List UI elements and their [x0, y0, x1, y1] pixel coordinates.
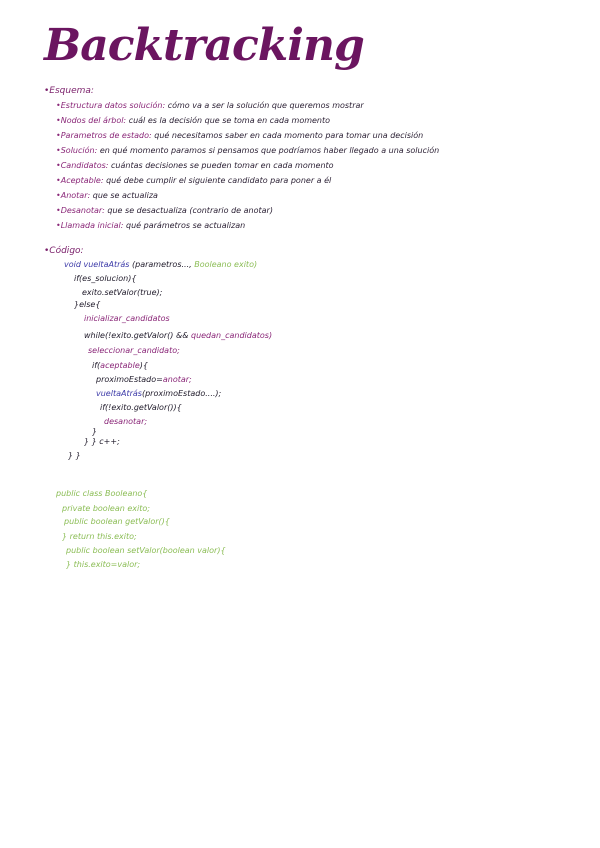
term: •Solución: — [56, 146, 98, 155]
code-line — [64, 260, 257, 269]
next-state: proximoEstado= — [96, 375, 163, 384]
function-params: (parametros..., — [132, 260, 192, 269]
list-item — [56, 116, 330, 125]
term: •Llamada inicial: — [56, 221, 124, 230]
definition: qué parámetros se actualizan — [126, 221, 246, 230]
code-line: desanotar; — [104, 417, 148, 426]
definition: cuántas decisiones se pueden tomar en cada momento — [111, 161, 334, 170]
code-line: private boolean exito; — [62, 504, 150, 513]
code-line: } } c++; — [84, 437, 120, 446]
definition: cuál es la decisión que se toma en cada momento — [128, 116, 331, 125]
recursive-args: (proximoEstado....); — [141, 389, 222, 398]
term: •Aceptable: — [56, 176, 104, 185]
list-item — [56, 161, 334, 170]
codigo-heading: •Código: — [44, 246, 84, 256]
code-line: inicializar_candidatos — [84, 314, 170, 323]
code-line: public class Booleano{ — [56, 489, 148, 498]
if-close: ){ — [139, 361, 148, 370]
term: •Candidatos: — [56, 161, 109, 170]
esquema-heading: •Esquema: — [44, 86, 94, 96]
aceptable-call: aceptable — [100, 361, 140, 370]
code-line: } return this.exito; — [62, 532, 137, 541]
code-line: } this.exito=valor; — [66, 560, 141, 569]
code-line: seleccionar_candidato; — [88, 346, 180, 355]
void-keyword: void — [64, 260, 81, 269]
while-function: quedan_candidatos) — [190, 331, 273, 340]
term: •Nodos del árbol: — [56, 116, 127, 125]
term: •Desanotar: — [56, 206, 105, 215]
code-line: exito.setValor(true); — [82, 288, 163, 297]
list-item — [56, 176, 331, 185]
page-title: Backtracking — [44, 20, 364, 71]
list-item — [56, 206, 273, 215]
code-line: } } — [68, 451, 81, 460]
list-item — [56, 146, 439, 155]
code-line: }else{ — [74, 300, 101, 309]
list-item — [56, 221, 245, 230]
anotar-call: anotar; — [162, 375, 192, 384]
code-line — [96, 375, 192, 384]
term: •Anotar: — [56, 191, 91, 200]
code-line: if(es_solucion){ — [74, 274, 137, 283]
code-line: } — [92, 427, 98, 436]
code-line: public boolean setValor(boolean valor){ — [66, 546, 226, 555]
recursive-call: vueltaAtrás — [96, 389, 142, 398]
definition: qué debe cumplir el siguiente candidato para poner a él — [106, 176, 332, 185]
term: •Estructura datos solución: — [56, 101, 166, 110]
definition: en qué momento paramos si pensamos que podríamos haber llegado a una solución — [99, 146, 440, 155]
code-line — [96, 389, 221, 398]
code-line: public boolean getValor(){ — [64, 517, 170, 526]
list-item — [56, 191, 158, 200]
definition: que se actualiza — [92, 191, 158, 200]
if-open: if( — [92, 361, 101, 370]
code-line — [84, 331, 272, 340]
while-condition: while(!exito.getValor() && — [84, 331, 191, 340]
function-name: vueltaAtrás — [83, 260, 130, 269]
term: •Parametros de estado: — [56, 131, 152, 140]
function-boolean-param: Booleano exito) — [194, 260, 258, 269]
code-line: if(!exito.getValor()){ — [100, 403, 182, 412]
list-item — [56, 131, 423, 140]
definition: cómo va a ser la solución que queremos mostrar — [167, 101, 364, 110]
list-item — [56, 101, 364, 110]
definition: qué necesitamos saber en cada momento para tomar una decisión — [154, 131, 424, 140]
code-line — [92, 361, 148, 370]
definition: que se desactualiza (contrario de anotar) — [107, 206, 273, 215]
